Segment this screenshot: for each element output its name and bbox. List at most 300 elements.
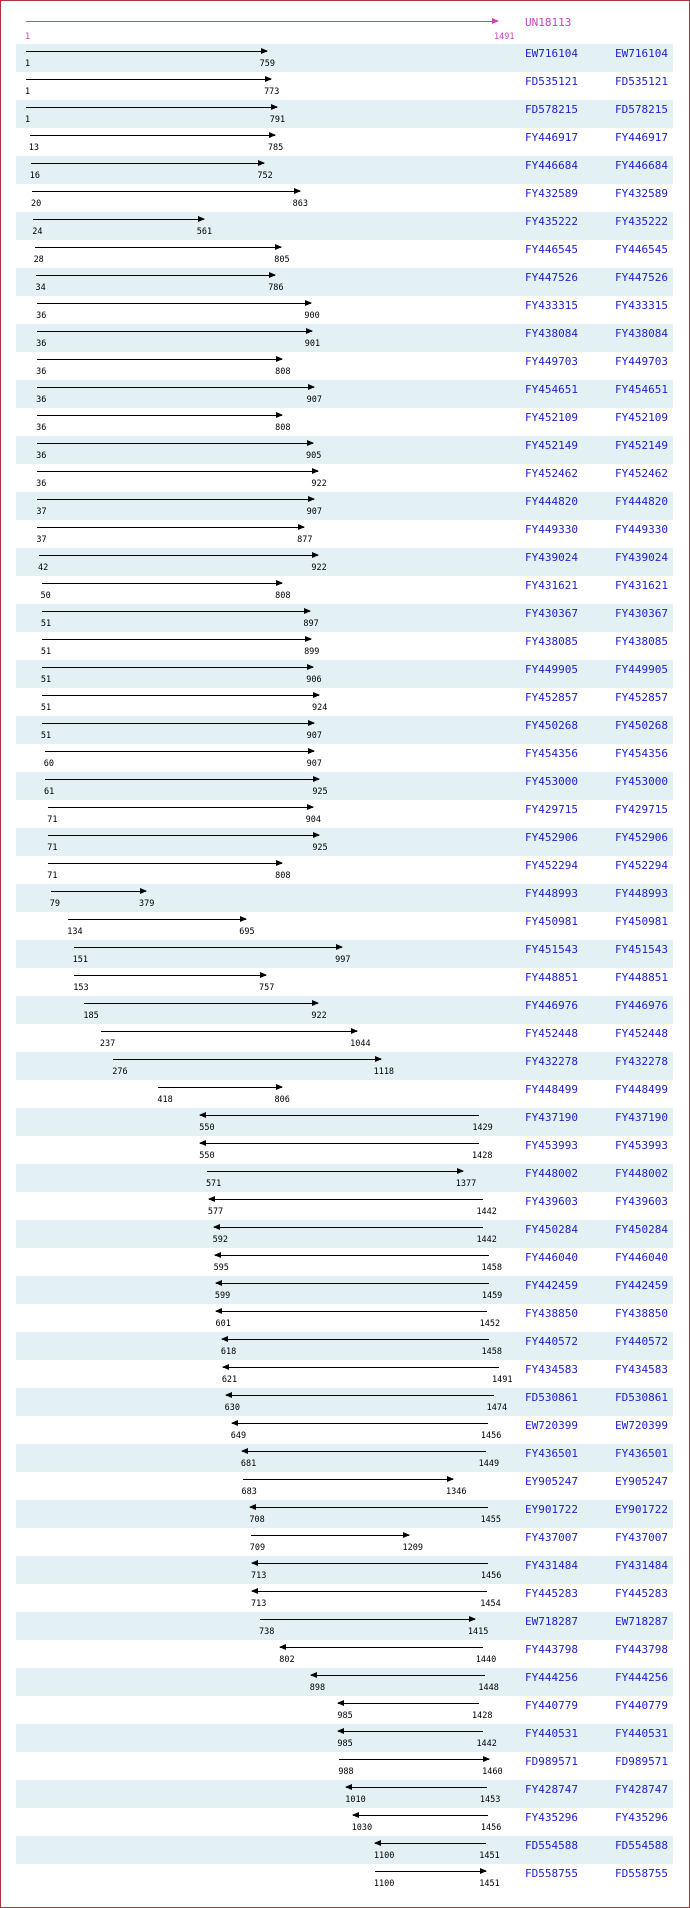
hit-start-label: 1010 — [345, 1795, 366, 1805]
hit-id-link-secondary[interactable]: FY439603 — [615, 1195, 668, 1208]
hit-arrowhead-left — [199, 1140, 206, 1146]
hit-start-label: 71 — [47, 871, 58, 881]
hit-id-link[interactable]: FY450268 — [525, 719, 578, 732]
hit-arrowhead-right — [276, 860, 283, 866]
hit-id-link-secondary[interactable]: FY433315 — [615, 299, 668, 312]
query-end-label: 1491 — [494, 32, 515, 42]
hit-line — [39, 555, 318, 556]
hit-end-label: 877 — [297, 535, 313, 545]
hit-arrowhead-right — [198, 216, 205, 222]
hit-id-link-secondary[interactable]: FY437190 — [615, 1111, 668, 1124]
hit-id-link-secondary[interactable]: FY438850 — [615, 1307, 668, 1320]
hit-id-link[interactable]: FY448851 — [525, 971, 578, 984]
hit-end-label: 1474 — [486, 1403, 508, 1413]
hit-line — [222, 1339, 489, 1340]
hit-id-link-secondary[interactable]: FY452109 — [615, 411, 668, 424]
hit-start-label: 36 — [36, 451, 47, 461]
hit-start-label: 713 — [251, 1571, 267, 1581]
hit-id-link[interactable]: FD530861 — [525, 1391, 578, 1404]
hit-arrowhead-right — [271, 104, 278, 110]
hit-id-link[interactable]: FY440779 — [525, 1699, 578, 1712]
hit-id-link[interactable]: FD578215 — [525, 103, 578, 116]
hit-id-link-secondary[interactable]: FY452149 — [615, 439, 668, 452]
hit-line — [37, 331, 312, 332]
hit-id-link-secondary[interactable]: FY448851 — [615, 971, 668, 984]
hit-end-label: 924 — [312, 703, 328, 713]
hit-line — [252, 1563, 488, 1564]
hit-id-link[interactable]: FY435222 — [525, 215, 578, 228]
hit-id-link[interactable]: FY442459 — [525, 1279, 578, 1292]
hit-line — [26, 51, 267, 52]
hit-id-link[interactable]: FY443798 — [525, 1643, 578, 1656]
hit-line — [243, 1479, 453, 1480]
hit-arrowhead-left — [221, 1336, 228, 1342]
hit-line — [45, 751, 314, 752]
hit-arrowhead-left — [310, 1672, 317, 1678]
hit-id-link[interactable]: FY446976 — [525, 999, 578, 1012]
hit-id-link-secondary[interactable]: FY452857 — [615, 691, 668, 704]
hit-arrowhead-left — [225, 1392, 232, 1398]
hit-id-link-secondary[interactable]: FY434583 — [615, 1363, 668, 1376]
hit-id-link-secondary[interactable]: FD554588 — [615, 1839, 668, 1852]
hit-id-link[interactable]: FY432589 — [525, 187, 578, 200]
hit-arrowhead-left — [337, 1700, 344, 1706]
hit-end-label: 1455 — [480, 1515, 502, 1525]
hit-id-link[interactable]: FY452462 — [525, 467, 578, 480]
hit-id-link-secondary[interactable]: FY446684 — [615, 159, 668, 172]
hit-end-label: 1451 — [479, 1879, 500, 1889]
hit-arrowhead-right — [260, 972, 267, 978]
hit-arrowhead-left — [251, 1588, 258, 1594]
hit-end-label: 907 — [306, 507, 322, 517]
hit-start-label: 51 — [40, 619, 52, 629]
hit-id-link[interactable]: EY901722 — [525, 1503, 578, 1516]
hit-id-link[interactable]: EW718287 — [525, 1615, 578, 1628]
hit-id-link-secondary[interactable]: FY428747 — [615, 1783, 668, 1796]
hit-line — [42, 611, 311, 612]
hit-id-link[interactable]: FY439024 — [525, 551, 578, 564]
hit-line — [37, 443, 313, 444]
hit-start-label: 153 — [73, 983, 89, 993]
hit-line — [37, 303, 311, 304]
hit-line — [31, 163, 265, 164]
hit-start-label: 418 — [157, 1095, 173, 1105]
hit-id-link[interactable]: FY434583 — [525, 1363, 578, 1376]
hit-end-label: 901 — [304, 339, 321, 349]
hit-id-link[interactable]: FD554588 — [525, 1839, 578, 1852]
hit-line — [252, 1591, 487, 1592]
hit-line — [26, 79, 271, 80]
hit-start-label: 34 — [35, 283, 46, 293]
hit-id-link[interactable]: FY438085 — [525, 635, 578, 648]
hit-id-link-secondary[interactable]: FY431621 — [615, 579, 668, 592]
hit-end-label: 1452 — [479, 1319, 501, 1329]
hit-id-link[interactable]: FD535121 — [525, 75, 578, 88]
hit-id-link-secondary[interactable]: FY450981 — [615, 915, 668, 928]
hit-start-label: 185 — [83, 1011, 99, 1021]
hit-id-link-secondary[interactable]: FY454356 — [615, 747, 668, 760]
hit-id-link[interactable]: FY449330 — [525, 523, 578, 536]
hit-id-link[interactable]: FY449905 — [525, 663, 578, 676]
hit-line — [42, 667, 313, 668]
hit-id-link[interactable]: FY444820 — [525, 495, 578, 508]
hit-id-link-secondary[interactable]: FY447526 — [615, 271, 668, 284]
hit-start-label: 1030 — [351, 1823, 373, 1833]
hit-end-label: 1442 — [476, 1235, 497, 1245]
hit-arrowhead-right — [294, 188, 301, 194]
hit-id-link[interactable]: FY446545 — [525, 243, 578, 256]
hit-id-link[interactable]: FY437190 — [525, 1111, 578, 1124]
hit-id-link-secondary[interactable]: FY453993 — [615, 1139, 668, 1152]
hit-start-label: 683 — [241, 1487, 257, 1497]
hit-start-label: 1 — [25, 115, 31, 125]
hit-id-link[interactable]: FY438084 — [525, 327, 578, 340]
hit-id-link-secondary[interactable]: FY444256 — [615, 1671, 668, 1684]
hit-id-link-secondary[interactable]: FD530861 — [615, 1391, 668, 1404]
hit-id-link[interactable]: FY450981 — [525, 915, 578, 928]
hit-arrowhead-right — [308, 384, 315, 390]
hit-arrowhead-right — [298, 524, 305, 530]
hit-arrowhead-right — [276, 1084, 283, 1090]
hit-end-label: 561 — [196, 227, 213, 237]
hit-line — [48, 863, 282, 864]
hit-line — [74, 975, 266, 976]
hit-end-label: 1460 — [482, 1767, 503, 1777]
hit-arrowhead-left — [215, 1308, 222, 1314]
hit-arrowhead-right — [375, 1056, 382, 1062]
hit-line — [280, 1647, 483, 1648]
hit-id-link-secondary[interactable]: FY429715 — [615, 803, 668, 816]
hit-id-link[interactable]: FY453000 — [525, 775, 578, 788]
hit-id-link[interactable]: FY447526 — [525, 271, 578, 284]
hit-end-label: 897 — [303, 619, 319, 629]
hit-start-label: 36 — [36, 395, 47, 405]
hit-start-label: 599 — [214, 1291, 231, 1301]
hit-end-label: 925 — [312, 843, 328, 853]
hit-start-label: 134 — [67, 927, 83, 937]
hit-end-label: 1118 — [373, 1067, 395, 1077]
hit-id-link-secondary[interactable]: FY439024 — [615, 551, 668, 564]
hit-end-label: 1428 — [472, 1711, 493, 1721]
hit-id-link-secondary[interactable]: FY438084 — [615, 327, 668, 340]
hit-line — [101, 1031, 357, 1032]
hit-id-link-secondary[interactable]: FY446545 — [615, 243, 668, 256]
hit-id-link-secondary[interactable]: FY442459 — [615, 1279, 668, 1292]
hit-start-label: 51 — [40, 647, 52, 657]
hit-id-link[interactable]: FY440572 — [525, 1335, 578, 1348]
hit-id-link-secondary[interactable]: FY452462 — [615, 467, 668, 480]
hit-id-link-secondary[interactable]: EW720399 — [615, 1419, 668, 1432]
hit-id-link-secondary[interactable]: FY448002 — [615, 1167, 668, 1180]
hit-arrowhead-right — [265, 76, 272, 82]
hit-id-link[interactable]: FY454651 — [525, 383, 578, 396]
hit-end-label: 1429 — [472, 1123, 493, 1133]
hit-arrowhead-right — [307, 440, 314, 446]
hit-arrowhead-right — [312, 468, 319, 474]
hit-id-link-secondary[interactable]: FY449703 — [615, 355, 668, 368]
hit-arrowhead-right — [276, 412, 283, 418]
hit-id-link-secondary[interactable]: FY451543 — [615, 943, 668, 956]
hit-id-link[interactable]: EY905247 — [525, 1475, 578, 1488]
hit-id-link[interactable]: FY452149 — [525, 439, 578, 452]
hit-id-link[interactable]: FY435296 — [525, 1811, 578, 1824]
hit-id-link-secondary[interactable]: FY440779 — [615, 1699, 668, 1712]
hit-id-link-secondary[interactable]: FY445283 — [615, 1587, 668, 1600]
hit-id-link-secondary[interactable]: FY452448 — [615, 1027, 668, 1040]
hit-id-link-secondary[interactable]: FY435296 — [615, 1811, 668, 1824]
hit-arrowhead-left — [249, 1504, 256, 1510]
hit-end-label: 922 — [311, 479, 327, 489]
hit-id-link-secondary[interactable]: EY901722 — [615, 1503, 668, 1516]
hit-line — [260, 1619, 475, 1620]
hit-start-label: 550 — [199, 1151, 215, 1161]
hit-id-link[interactable]: FY428747 — [525, 1783, 578, 1796]
hit-id-link[interactable]: FY448993 — [525, 887, 578, 900]
hit-id-link-secondary[interactable]: FY452906 — [615, 831, 668, 844]
hit-arrowhead-left — [213, 1224, 220, 1230]
hit-id-link-secondary[interactable]: FY446917 — [615, 131, 668, 144]
hit-end-label: 808 — [275, 367, 291, 377]
hit-id-link[interactable]: FY449703 — [525, 355, 578, 368]
hit-id-link-secondary[interactable]: FY440531 — [615, 1727, 668, 1740]
hit-line — [232, 1423, 488, 1424]
hit-arrowhead-left — [374, 1840, 381, 1846]
hit-id-link-secondary[interactable]: FY444820 — [615, 495, 668, 508]
hit-id-link[interactable]: FY453993 — [525, 1139, 578, 1152]
hit-arrowhead-right — [269, 272, 276, 278]
hit-id-link[interactable]: FY446684 — [525, 159, 578, 172]
hit-line — [36, 275, 275, 276]
hit-line — [42, 723, 314, 724]
hit-id-link[interactable]: FY440531 — [525, 1727, 578, 1740]
hit-start-label: 577 — [207, 1207, 224, 1217]
hit-id-link[interactable]: FY454356 — [525, 747, 578, 760]
hit-id-link-secondary[interactable]: FY432278 — [615, 1055, 668, 1068]
hit-id-link-secondary[interactable]: FY432589 — [615, 187, 668, 200]
hit-arrowhead-right — [457, 1168, 464, 1174]
hit-line — [215, 1255, 489, 1256]
hit-id-link[interactable]: FY438850 — [525, 1307, 578, 1320]
hit-id-link-secondary[interactable]: FY443798 — [615, 1643, 668, 1656]
hit-end-label: 1442 — [476, 1207, 497, 1217]
hit-id-link[interactable]: FY446917 — [525, 131, 578, 144]
hit-line — [200, 1143, 479, 1144]
hit-id-link[interactable]: FY452294 — [525, 859, 578, 872]
hit-id-link-secondary[interactable]: EW718287 — [615, 1615, 668, 1628]
hit-id-link-secondary[interactable]: FY449330 — [615, 523, 668, 536]
hit-id-link-secondary[interactable]: FY435222 — [615, 215, 668, 228]
hit-start-label: 71 — [47, 843, 58, 853]
hit-id-link-secondary[interactable]: FY450284 — [615, 1223, 668, 1236]
hit-end-label: 379 — [138, 899, 155, 909]
hit-start-label: 571 — [205, 1179, 222, 1189]
hit-id-link[interactable]: FY452857 — [525, 691, 578, 704]
hit-id-link[interactable]: FY433315 — [525, 299, 578, 312]
hit-end-label: 922 — [311, 563, 327, 573]
hit-id-link-secondary[interactable]: FY450268 — [615, 719, 668, 732]
hit-id-link-secondary[interactable]: FY449905 — [615, 663, 668, 676]
hit-id-link-secondary[interactable]: FY440572 — [615, 1335, 668, 1348]
hit-id-link[interactable]: FY446040 — [525, 1251, 578, 1264]
hit-id-link-secondary[interactable]: EY905247 — [615, 1475, 668, 1488]
hit-arrowhead-right — [480, 1868, 487, 1874]
hit-end-label: 785 — [267, 143, 284, 153]
hit-id-link-secondary[interactable]: FY453000 — [615, 775, 668, 788]
hit-line — [37, 499, 313, 500]
hit-line — [33, 219, 203, 220]
hit-line — [375, 1871, 486, 1872]
hit-end-label: 907 — [306, 759, 322, 769]
hit-arrowhead-right — [447, 1476, 454, 1482]
hit-id-link[interactable]: FY448499 — [525, 1083, 578, 1096]
hit-end-label: 806 — [274, 1095, 290, 1105]
hit-id-link-secondary[interactable]: FD558755 — [615, 1867, 668, 1880]
hit-start-label: 601 — [215, 1319, 231, 1329]
hit-arrowhead-right — [312, 1000, 319, 1006]
hit-id-link[interactable]: FY429715 — [525, 803, 578, 816]
hit-start-label: 630 — [224, 1403, 241, 1413]
hit-id-link[interactable]: FY431484 — [525, 1559, 578, 1572]
hit-id-link-secondary[interactable]: FY446976 — [615, 999, 668, 1012]
hit-end-label: 907 — [306, 395, 322, 405]
hit-arrowhead-left — [231, 1420, 238, 1426]
hit-end-label: 752 — [257, 171, 273, 181]
hit-start-label: 802 — [279, 1655, 295, 1665]
hit-end-label: 786 — [268, 283, 284, 293]
hit-line — [207, 1171, 463, 1172]
hit-line — [216, 1283, 489, 1284]
hit-end-label: 1456 — [480, 1823, 502, 1833]
hit-id-link[interactable]: FY431621 — [525, 579, 578, 592]
hit-arrowhead-right — [308, 748, 315, 754]
hit-id-link-secondary[interactable]: FY446040 — [615, 1251, 668, 1264]
hit-id-link[interactable]: FY448002 — [525, 1167, 578, 1180]
query-id-link[interactable]: UN18113 — [525, 16, 572, 29]
hit-id-link[interactable]: FD989571 — [525, 1755, 578, 1768]
hit-id-link-secondary[interactable]: FY436501 — [615, 1447, 668, 1460]
hit-start-label: 50 — [40, 591, 51, 601]
hit-arrowhead-left — [222, 1364, 229, 1370]
hit-line — [216, 1311, 486, 1312]
hit-id-link[interactable]: FY452906 — [525, 831, 578, 844]
hit-start-label: 595 — [213, 1263, 229, 1273]
hit-end-label: 1442 — [476, 1739, 497, 1749]
hit-arrowhead-left — [214, 1252, 221, 1258]
hit-arrowhead-right — [313, 776, 320, 782]
hit-id-link[interactable]: FY450284 — [525, 1223, 578, 1236]
hit-end-label: 906 — [306, 675, 322, 685]
hit-id-link-secondary[interactable]: FD535121 — [615, 75, 668, 88]
hit-id-link[interactable]: FY452448 — [525, 1027, 578, 1040]
hit-id-link-secondary[interactable]: FY454651 — [615, 383, 668, 396]
hit-id-link-secondary[interactable]: FY448993 — [615, 887, 668, 900]
hit-line — [346, 1787, 487, 1788]
hit-arrowhead-left — [251, 1560, 258, 1566]
hit-arrowhead-left — [337, 1728, 344, 1734]
hit-end-label: 922 — [311, 1011, 327, 1021]
hit-line — [42, 639, 311, 640]
hit-end-label: 808 — [275, 871, 291, 881]
hit-id-link[interactable]: FY432278 — [525, 1055, 578, 1068]
hit-id-link[interactable]: FY444256 — [525, 1671, 578, 1684]
hit-id-link-secondary[interactable]: FY448499 — [615, 1083, 668, 1096]
hit-line — [226, 1395, 494, 1396]
hit-start-label: 51 — [40, 675, 52, 685]
hit-id-link[interactable]: FY430367 — [525, 607, 578, 620]
hit-start-label: 985 — [337, 1711, 353, 1721]
hit-start-label: 988 — [338, 1767, 354, 1777]
hit-start-label: 16 — [29, 171, 40, 181]
hit-arrowhead-right — [336, 944, 343, 950]
hit-id-link[interactable]: FY437007 — [525, 1531, 578, 1544]
hit-line — [37, 527, 304, 528]
hit-arrowhead-right — [313, 832, 320, 838]
hit-arrowhead-left — [279, 1644, 286, 1650]
hit-id-link[interactable]: EW720399 — [525, 1419, 578, 1432]
hit-id-link-secondary[interactable]: FY437007 — [615, 1531, 668, 1544]
hit-end-label: 1044 — [350, 1039, 371, 1049]
hit-start-label: 20 — [31, 199, 42, 209]
hit-end-label: 997 — [335, 955, 351, 965]
hit-id-link[interactable]: FD558755 — [525, 1867, 578, 1880]
hit-line — [223, 1367, 499, 1368]
hit-id-link-secondary[interactable]: FD578215 — [615, 103, 668, 116]
hit-end-label: 808 — [275, 591, 291, 601]
hit-start-label: 36 — [36, 339, 47, 349]
hit-end-label: 899 — [304, 647, 320, 657]
hit-end-label: 904 — [305, 815, 322, 825]
hit-end-label: 759 — [259, 59, 275, 69]
hit-start-label: 618 — [220, 1347, 237, 1357]
hit-line — [45, 779, 319, 780]
hit-line — [250, 1507, 487, 1508]
hit-start-label: 36 — [36, 423, 47, 433]
hit-start-label: 79 — [49, 899, 60, 909]
hit-id-link[interactable]: EW716104 — [525, 47, 578, 60]
hit-list — [1, 1, 689, 1907]
hit-id-link-secondary[interactable]: FY431484 — [615, 1559, 668, 1572]
hit-start-label: 276 — [112, 1067, 128, 1077]
hit-end-label: 773 — [264, 87, 280, 97]
hit-line — [251, 1535, 410, 1536]
hit-id-link[interactable]: FY445283 — [525, 1587, 578, 1600]
hit-end-label: 1458 — [481, 1347, 502, 1357]
hit-id-link[interactable]: FY439603 — [525, 1195, 578, 1208]
hit-start-label: 592 — [212, 1235, 228, 1245]
hit-id-link-secondary[interactable]: FY430367 — [615, 607, 668, 620]
hit-id-link[interactable]: FY436501 — [525, 1447, 578, 1460]
hit-id-link-secondary[interactable]: FY452294 — [615, 859, 668, 872]
hit-line — [353, 1815, 488, 1816]
hit-line — [74, 947, 343, 948]
hit-id-link[interactable]: FY452109 — [525, 411, 578, 424]
hit-arrowhead-right — [312, 552, 319, 558]
hit-arrowhead-left — [352, 1812, 359, 1818]
hit-arrowhead-right — [261, 48, 268, 54]
hit-arrowhead-right — [308, 720, 315, 726]
hit-id-link-secondary[interactable]: FY438085 — [615, 635, 668, 648]
hit-id-link-secondary[interactable]: FD989571 — [615, 1755, 668, 1768]
hit-id-link[interactable]: FY451543 — [525, 943, 578, 956]
hit-line — [113, 1059, 380, 1060]
hit-line — [200, 1115, 479, 1116]
hit-start-label: 36 — [36, 479, 47, 489]
hit-id-link-secondary[interactable]: EW716104 — [615, 47, 668, 60]
hit-end-label: 900 — [304, 311, 320, 321]
hit-line — [26, 107, 277, 108]
hit-arrowhead-right — [304, 608, 311, 614]
hit-start-label: 738 — [258, 1627, 275, 1637]
